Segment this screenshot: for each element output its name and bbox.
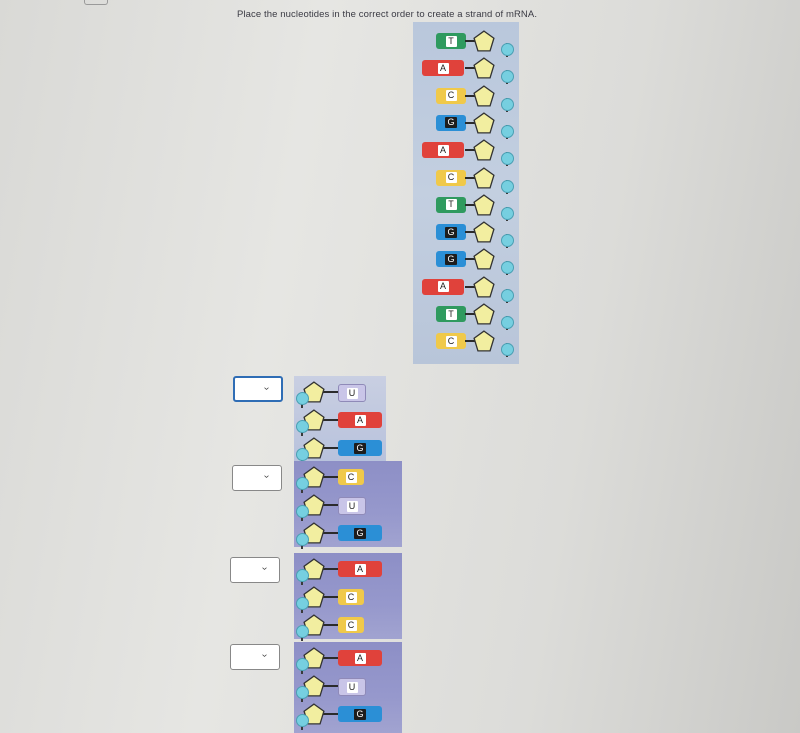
- base-u: [338, 384, 366, 402]
- chevron-down-icon: ›: [260, 474, 272, 479]
- base-letter: G: [447, 253, 455, 264]
- base-c: [338, 617, 364, 633]
- sugar-pentagon: [473, 139, 495, 166]
- phosphate-circle: [296, 420, 309, 433]
- phosphate-circle: [296, 477, 309, 490]
- base-letter: G: [356, 708, 364, 719]
- base-letter: A: [355, 415, 366, 426]
- base-t: [436, 197, 466, 213]
- phosphate-circle: [501, 98, 514, 111]
- base-letter: G: [356, 527, 364, 538]
- phosphate-circle: [296, 533, 309, 546]
- chevron-down-icon: ›: [258, 653, 270, 658]
- phosphate-circle: [501, 125, 514, 138]
- sugar-pentagon: [473, 221, 495, 248]
- base-a: [338, 650, 382, 666]
- sugar-pentagon: [473, 194, 495, 221]
- base-letter: C: [346, 472, 357, 483]
- phosphate-circle: [501, 43, 514, 56]
- chevron-down-icon: ›: [258, 566, 270, 571]
- base-a: [422, 60, 464, 76]
- nucleotide-sequence-card-3[interactable]: [294, 553, 402, 639]
- base-a: [422, 279, 464, 295]
- base-letter: C: [446, 336, 457, 347]
- sugar-pentagon: [473, 303, 495, 330]
- base-t: [436, 306, 466, 322]
- base-letter: U: [347, 501, 358, 512]
- checkbox-corner: [84, 0, 108, 5]
- base-a: [338, 561, 382, 577]
- base-a: [338, 412, 382, 428]
- nucleotide-sequence-card-2[interactable]: [294, 461, 402, 547]
- sugar-pentagon: [473, 57, 495, 84]
- sugar-pentagon: [473, 85, 495, 112]
- phosphate-circle: [296, 597, 309, 610]
- phosphate-circle: [501, 316, 514, 329]
- base-letter: C: [346, 620, 357, 631]
- base-letter: G: [447, 226, 455, 237]
- base-c: [338, 589, 364, 605]
- base-letter: U: [347, 388, 358, 399]
- base-letter: A: [438, 63, 449, 74]
- base-c: [436, 170, 466, 186]
- answer-dropdown-2[interactable]: [232, 465, 282, 491]
- base-g: [436, 115, 466, 131]
- phosphate-circle: [501, 70, 514, 83]
- phosphate-circle: [501, 261, 514, 274]
- answer-dropdown-1[interactable]: [233, 376, 283, 402]
- base-letter: T: [446, 36, 457, 47]
- base-t: [436, 33, 466, 49]
- instruction-text: Place the nucleotides in the correct order to create a strand of mRNA.: [237, 9, 538, 20]
- base-letter: C: [446, 90, 457, 101]
- base-g: [436, 224, 466, 240]
- base-c: [436, 88, 466, 104]
- phosphate-circle: [296, 658, 309, 671]
- base-g: [338, 525, 382, 541]
- base-u: [338, 678, 366, 696]
- base-c: [338, 469, 364, 485]
- base-letter: T: [446, 309, 457, 320]
- sugar-pentagon: [473, 276, 495, 303]
- base-letter: A: [438, 145, 449, 156]
- phosphate-circle: [296, 686, 309, 699]
- sugar-pentagon: [473, 30, 495, 57]
- dna-strand-panel: [413, 22, 519, 364]
- base-g: [436, 251, 466, 267]
- phosphate-circle: [296, 392, 309, 405]
- base-a: [422, 142, 464, 158]
- phosphate-circle: [501, 234, 514, 247]
- base-g: [338, 440, 382, 456]
- base-g: [338, 706, 382, 722]
- base-letter: G: [447, 117, 455, 128]
- sugar-pentagon: [473, 330, 495, 357]
- sugar-pentagon: [473, 112, 495, 139]
- phosphate-circle: [296, 448, 309, 461]
- base-letter: C: [346, 592, 357, 603]
- answer-dropdown-3[interactable]: [230, 557, 280, 583]
- base-u: [338, 497, 366, 515]
- nucleotide-sequence-card-1[interactable]: [294, 376, 386, 462]
- phosphate-circle: [501, 289, 514, 302]
- base-letter: G: [356, 442, 364, 453]
- phosphate-circle: [296, 625, 309, 638]
- base-letter: A: [438, 281, 449, 292]
- sugar-pentagon: [473, 167, 495, 194]
- phosphate-circle: [501, 180, 514, 193]
- base-letter: U: [347, 682, 358, 693]
- nucleotide-sequence-card-4[interactable]: [294, 642, 402, 733]
- base-c: [436, 333, 466, 349]
- chevron-down-icon: ›: [260, 386, 272, 391]
- phosphate-circle: [296, 569, 309, 582]
- answer-dropdown-4[interactable]: [230, 644, 280, 670]
- phosphate-circle: [296, 714, 309, 727]
- phosphate-circle: [501, 152, 514, 165]
- phosphate-circle: [501, 207, 514, 220]
- base-letter: A: [355, 564, 366, 575]
- base-letter: A: [355, 653, 366, 664]
- sugar-pentagon: [473, 248, 495, 275]
- phosphate-circle: [501, 343, 514, 356]
- phosphate-circle: [296, 505, 309, 518]
- base-letter: T: [446, 199, 457, 210]
- base-letter: C: [446, 172, 457, 183]
